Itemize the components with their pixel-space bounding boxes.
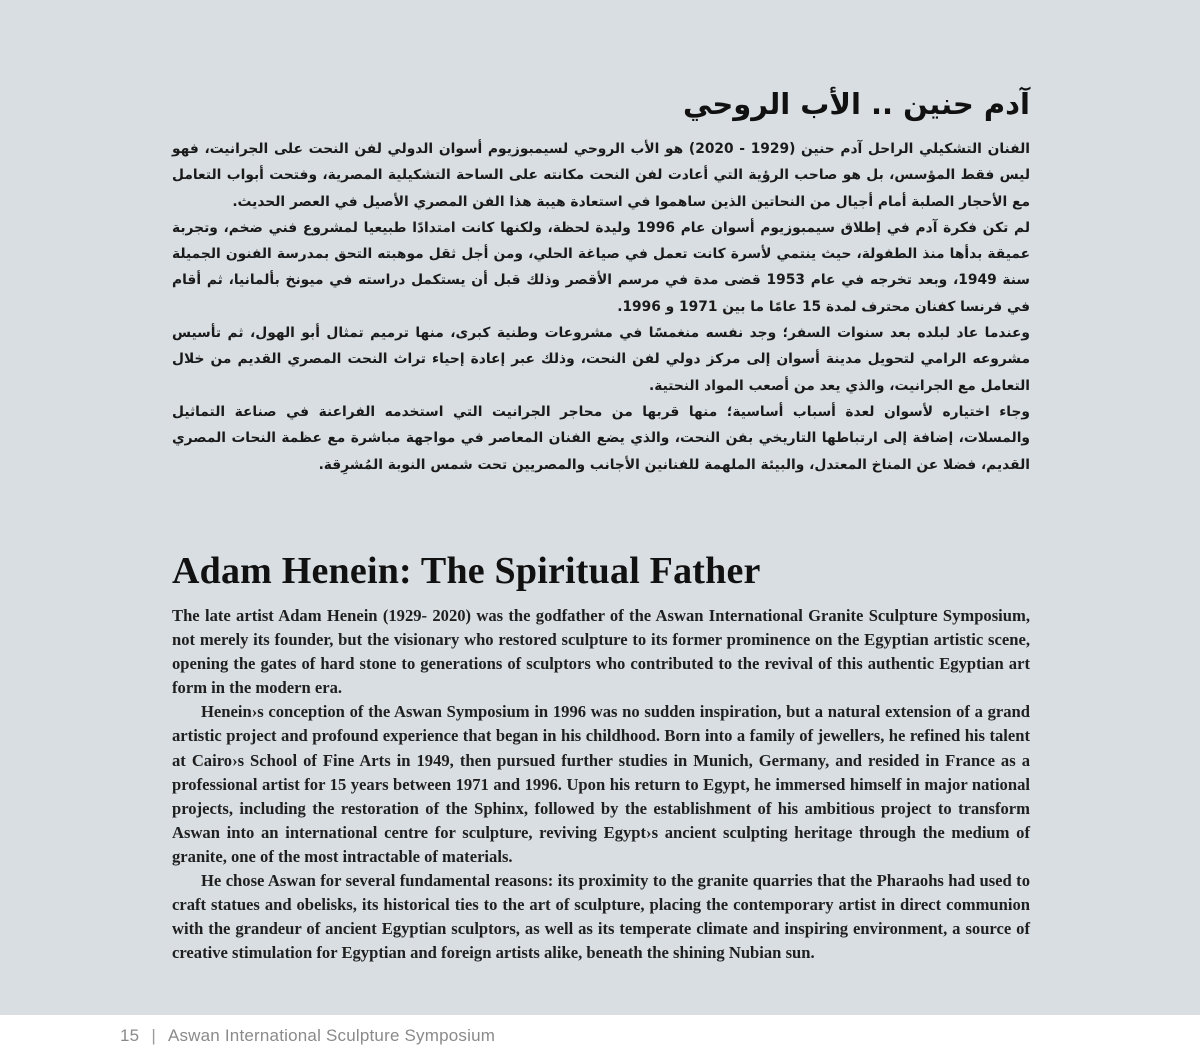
page-footer xyxy=(120,1026,495,1046)
english-section xyxy=(172,546,1030,965)
english-paragraph-2: Henein›s conception of the Aswan Symposium in 1996 was no sudden inspiration, but a natural extension of a grand artistic project and profound experience that began in his childhood. Born into a family of jewellers, he refined his talent at Cairo›s School of Fine Arts in 1949, then pursued further studies in Munich, Germany, and resided in France as a professional artist for 15 years between 1971 and 1996. Upon his return to Egypt, he immersed himself in major national projects, including the restoration of the Sphinx, followed by the establishment of his ambitious project to transform Aswan into an international centre for sculpture, reviving Egypt›s ancient sculpting heritage through the medium of granite, one of the most intractable of materials. xyxy=(172,702,1030,866)
arabic-section xyxy=(172,82,1030,478)
arabic-paragraph-4: وجاء اختياره لأسوان لعدة أسباب أساسية؛ منها قربها من محاجر الجرانيت التي استخدمه الفراعنة في صناعة التماثيل والمسلات، إضافة إلى ارتباطها التاريخي بفن النحت، والذي يضع الفنان المعاصر في مواجهة مباشرة مع عظمة النحات المصري القديم، فضلا عن المناخ المعتدل، والبيئة الملهمة للفنانين الأجانب والمصريين تحت شمس النوبة المُشرِقة. xyxy=(172,403,1030,473)
english-heading: Adam Henein: The Spiritual Father xyxy=(172,550,761,592)
arabic-paragraph-2: لم تكن فكرة آدم في إطلاق سيمبوزيوم أسوان عام 1996 وليدة لحظة، ولكنها كانت امتدادًا طبيعيا لمشروع فني ضخم، وتجربة عميقة بدأها منذ الطفولة، حيث ينتمي لأسرة كانت تعمل في صياغة الحلي، ومن أجل ثقل موهبته التحق بمدرسة الفنون الجميلة سنة 1949، وبعد تخرجه في عام 1953 قضى مدة في مرسم الأقصر وذلك قبل أن يستكمل دراسته في ميونخ بألمانيا، ثم أقام في فرنسا كفنان محترف لمدة 15 عامًا ما بين 1971 و 1996. xyxy=(172,219,1031,315)
english-paragraph-1: The late artist Adam Henein (1929- 2020) was the godfather of the Aswan International Granite Sculpture Symposium, not merely its founder, but the visionary who restored sculpture to its former prominence on the Egyptian artistic scene, opening the gates of hard stone to generations of sculptors who contributed to the revival of this authentic Egyptian art form in the modern era. xyxy=(172,606,1030,698)
english-paragraph-3: He chose Aswan for several fundamental reasons: its proximity to the granite quarries that the Pharaohs had used to craft statues and obelisks, its historical ties to the art of sculpture, placing the contemporary artist in direct communion with the grandeur of ancient Egyptian sculptors, as well as its temperate climate and inspiring environment, a source of creative stimulation for Egyptian and foreign artists alike, beneath the shining Nubian sun. xyxy=(172,871,1030,963)
footer-separator: | xyxy=(151,1026,156,1045)
arabic-heading: آدم حنين .. الأب الروحي xyxy=(683,87,1030,121)
publication-title: Aswan International Sculpture Symposium xyxy=(167,1026,496,1045)
arabic-paragraph-1: الفنان التشكيلي الراحل آدم حنين (1929 - 2020) هو الأب الروحي لسيمبوزيوم أسوان الدولي لفن النحت على الجرانيت، فهو ليس فقط المؤسس، بل هو صاحب الرؤية التي أعادت لفن النحت مكانته على الساحة التشكيلية المصرية، وفتحت أبواب التعامل مع الأحجار الصلبة أمام أجيال من النحاتين الذين ساهموا في استعادة هيبة هذا الفن المصري الأصيل في العصر الحديث. xyxy=(172,141,1030,210)
page-number: 15 xyxy=(120,1026,140,1045)
arabic-paragraph-3: وعندما عاد لبلده بعد سنوات السفر؛ وجد نفسه منغمسًا في مشروعات وطنية كبرى، منها ترميم تمثال أبو الهول، ثم تأسيس مشروعه الرامي لتحويل مدينة أسوان إلى مركز دولي لفن النحت، وذلك عبر إعادة إحياء تراث النحت المصري القديم من خلال التعامل مع الجرانيت، والذي يعد من أصعب المواد النحتية. xyxy=(172,325,1030,394)
